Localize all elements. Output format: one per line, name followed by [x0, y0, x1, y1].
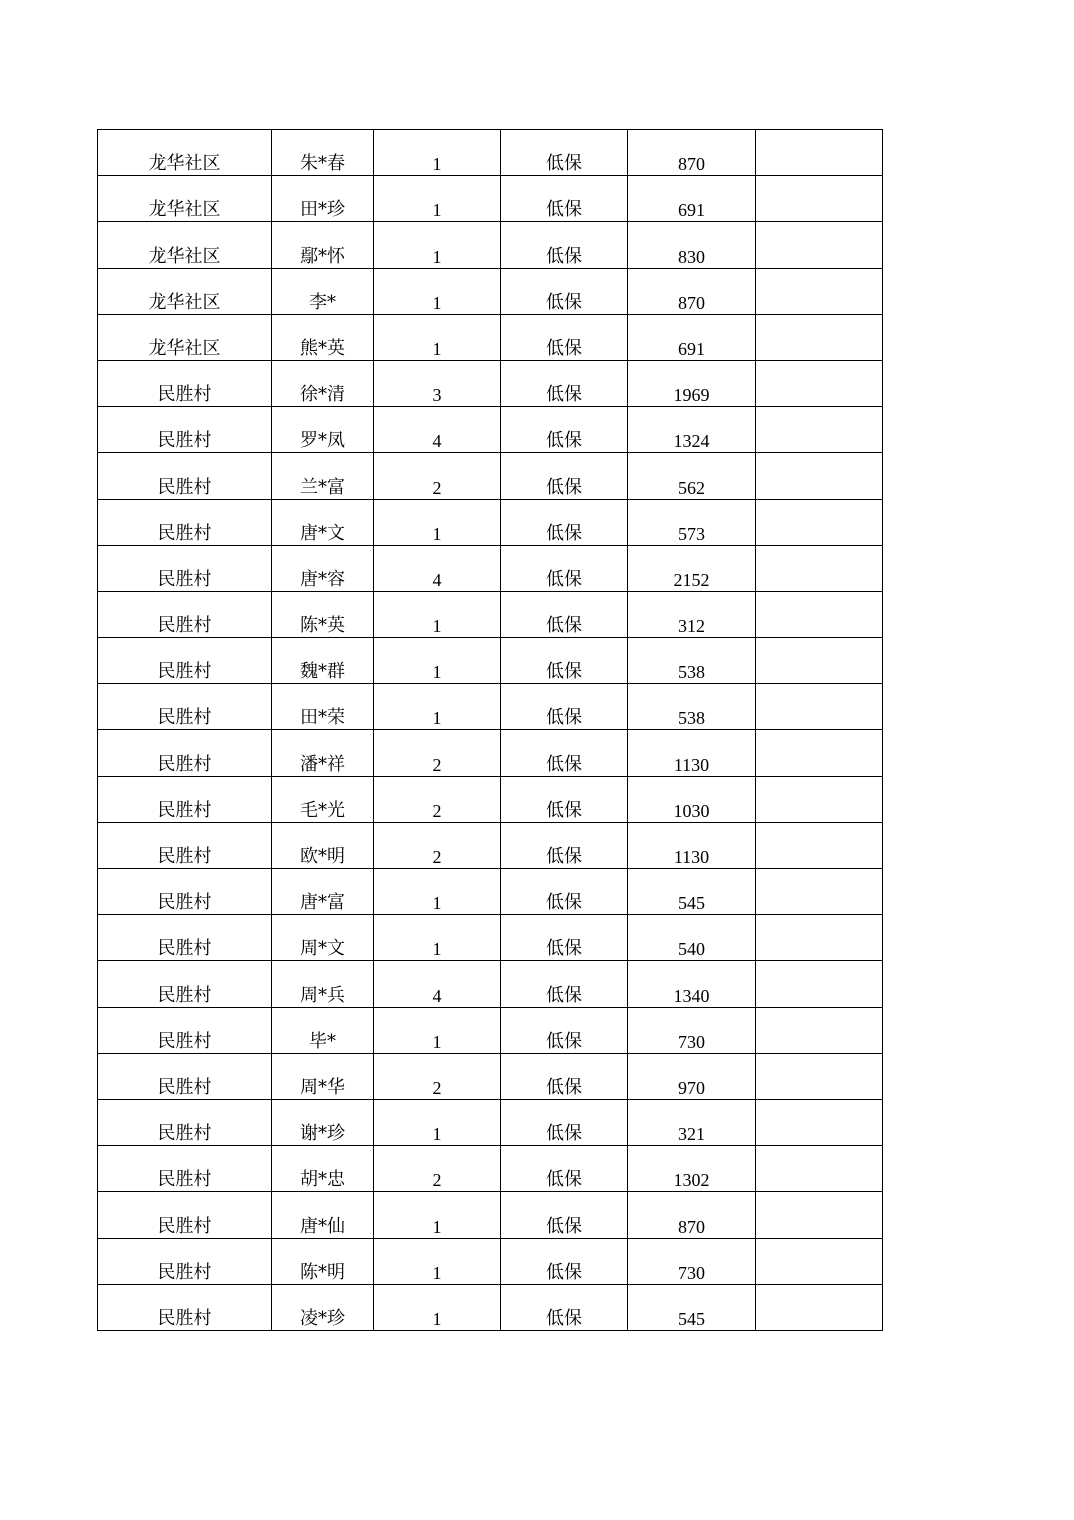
- cell-household-count: 1: [374, 869, 501, 915]
- cell-amount: 538: [628, 684, 756, 730]
- cell-amount: 562: [628, 453, 756, 499]
- cell-note: [756, 499, 883, 545]
- cell-area: 民胜村: [98, 1099, 272, 1145]
- table-row: [98, 222, 883, 268]
- cell-household-count: 1: [374, 1192, 501, 1238]
- assistance-table: [97, 129, 883, 1331]
- cell-amount: 730: [628, 1007, 756, 1053]
- cell-name: 朱*春: [272, 130, 374, 176]
- table-row: [98, 915, 883, 961]
- table-row: [98, 499, 883, 545]
- cell-household-count: 1: [374, 176, 501, 222]
- cell-amount: 1130: [628, 822, 756, 868]
- cell-amount: 1302: [628, 1146, 756, 1192]
- cell-amount: 730: [628, 1238, 756, 1284]
- cell-assistance-type: 低保: [501, 822, 628, 868]
- cell-household-count: 1: [374, 499, 501, 545]
- cell-name: 田*珍: [272, 176, 374, 222]
- cell-area: 民胜村: [98, 360, 272, 406]
- table-row: [98, 730, 883, 776]
- cell-household-count: 1: [374, 915, 501, 961]
- cell-amount: 540: [628, 915, 756, 961]
- cell-amount: 691: [628, 176, 756, 222]
- table-row: [98, 1284, 883, 1330]
- cell-name: 田*荣: [272, 684, 374, 730]
- cell-note: [756, 1053, 883, 1099]
- table-row: [98, 638, 883, 684]
- cell-household-count: 2: [374, 1053, 501, 1099]
- cell-area: 民胜村: [98, 453, 272, 499]
- table-body: [98, 130, 883, 1331]
- cell-household-count: 1: [374, 1099, 501, 1145]
- cell-area: 民胜村: [98, 1146, 272, 1192]
- cell-household-count: 3: [374, 360, 501, 406]
- cell-area: 民胜村: [98, 1284, 272, 1330]
- cell-area: 民胜村: [98, 1192, 272, 1238]
- cell-name: 魏*群: [272, 638, 374, 684]
- cell-name: 潘*祥: [272, 730, 374, 776]
- cell-household-count: 1: [374, 684, 501, 730]
- cell-amount: 538: [628, 638, 756, 684]
- cell-area: 龙华社区: [98, 314, 272, 360]
- cell-assistance-type: 低保: [501, 1146, 628, 1192]
- cell-name: 毕*: [272, 1007, 374, 1053]
- table-row: [98, 1053, 883, 1099]
- cell-amount: 1324: [628, 407, 756, 453]
- cell-name: 陈*英: [272, 591, 374, 637]
- cell-note: [756, 776, 883, 822]
- cell-assistance-type: 低保: [501, 222, 628, 268]
- cell-name: 唐*富: [272, 869, 374, 915]
- cell-assistance-type: 低保: [501, 1284, 628, 1330]
- cell-note: [756, 1007, 883, 1053]
- cell-household-count: 2: [374, 776, 501, 822]
- cell-amount: 970: [628, 1053, 756, 1099]
- table-row: [98, 822, 883, 868]
- table-row: [98, 1007, 883, 1053]
- cell-name: 唐*仙: [272, 1192, 374, 1238]
- cell-amount: 1030: [628, 776, 756, 822]
- cell-household-count: 4: [374, 407, 501, 453]
- cell-assistance-type: 低保: [501, 407, 628, 453]
- cell-amount: 870: [628, 268, 756, 314]
- cell-household-count: 4: [374, 545, 501, 591]
- cell-name: 谢*珍: [272, 1099, 374, 1145]
- table-row: [98, 591, 883, 637]
- cell-household-count: 2: [374, 822, 501, 868]
- cell-note: [756, 268, 883, 314]
- cell-name: 欧*明: [272, 822, 374, 868]
- cell-note: [756, 822, 883, 868]
- cell-note: [756, 1099, 883, 1145]
- cell-name: 毛*光: [272, 776, 374, 822]
- cell-note: [756, 360, 883, 406]
- cell-assistance-type: 低保: [501, 915, 628, 961]
- cell-assistance-type: 低保: [501, 130, 628, 176]
- cell-assistance-type: 低保: [501, 1238, 628, 1284]
- cell-note: [756, 314, 883, 360]
- cell-note: [756, 130, 883, 176]
- cell-area: 民胜村: [98, 545, 272, 591]
- cell-area: 民胜村: [98, 1053, 272, 1099]
- cell-area: 民胜村: [98, 730, 272, 776]
- cell-assistance-type: 低保: [501, 545, 628, 591]
- cell-area: 龙华社区: [98, 268, 272, 314]
- cell-area: 民胜村: [98, 915, 272, 961]
- cell-amount: 2152: [628, 545, 756, 591]
- cell-area: 龙华社区: [98, 130, 272, 176]
- cell-note: [756, 1284, 883, 1330]
- cell-assistance-type: 低保: [501, 360, 628, 406]
- cell-area: 民胜村: [98, 638, 272, 684]
- cell-amount: 691: [628, 314, 756, 360]
- cell-area: 民胜村: [98, 407, 272, 453]
- cell-area: 龙华社区: [98, 222, 272, 268]
- cell-amount: 545: [628, 1284, 756, 1330]
- cell-note: [756, 869, 883, 915]
- cell-area: 民胜村: [98, 1007, 272, 1053]
- cell-name: 周*文: [272, 915, 374, 961]
- cell-note: [756, 453, 883, 499]
- cell-note: [756, 638, 883, 684]
- cell-household-count: 1: [374, 222, 501, 268]
- table-row: [98, 407, 883, 453]
- table-row: [98, 1238, 883, 1284]
- cell-assistance-type: 低保: [501, 1007, 628, 1053]
- cell-household-count: 4: [374, 961, 501, 1007]
- cell-household-count: 1: [374, 268, 501, 314]
- cell-assistance-type: 低保: [501, 869, 628, 915]
- cell-household-count: 2: [374, 730, 501, 776]
- cell-household-count: 1: [374, 1238, 501, 1284]
- cell-household-count: 2: [374, 1146, 501, 1192]
- cell-assistance-type: 低保: [501, 453, 628, 499]
- cell-note: [756, 1192, 883, 1238]
- table-row: [98, 314, 883, 360]
- cell-name: 周*兵: [272, 961, 374, 1007]
- cell-name: 胡*忠: [272, 1146, 374, 1192]
- table-row: [98, 1192, 883, 1238]
- cell-amount: 545: [628, 869, 756, 915]
- table-row: [98, 1146, 883, 1192]
- cell-amount: 1340: [628, 961, 756, 1007]
- cell-note: [756, 915, 883, 961]
- cell-assistance-type: 低保: [501, 730, 628, 776]
- table-row: [98, 684, 883, 730]
- cell-note: [756, 684, 883, 730]
- table-row: [98, 453, 883, 499]
- cell-area: 民胜村: [98, 499, 272, 545]
- cell-assistance-type: 低保: [501, 961, 628, 1007]
- cell-amount: 1130: [628, 730, 756, 776]
- cell-assistance-type: 低保: [501, 638, 628, 684]
- cell-assistance-type: 低保: [501, 268, 628, 314]
- table-row: [98, 776, 883, 822]
- cell-area: 民胜村: [98, 684, 272, 730]
- cell-name: 熊*英: [272, 314, 374, 360]
- cell-household-count: 2: [374, 453, 501, 499]
- cell-name: 李*: [272, 268, 374, 314]
- cell-name: 凌*珍: [272, 1284, 374, 1330]
- cell-assistance-type: 低保: [501, 684, 628, 730]
- cell-assistance-type: 低保: [501, 591, 628, 637]
- cell-note: [756, 1238, 883, 1284]
- cell-household-count: 1: [374, 638, 501, 684]
- table-row: [98, 545, 883, 591]
- cell-household-count: 1: [374, 1284, 501, 1330]
- table-row: [98, 1099, 883, 1145]
- cell-name: 徐*清: [272, 360, 374, 406]
- table-row: [98, 130, 883, 176]
- cell-household-count: 1: [374, 130, 501, 176]
- cell-name: 唐*文: [272, 499, 374, 545]
- cell-assistance-type: 低保: [501, 1053, 628, 1099]
- cell-name: 唐*容: [272, 545, 374, 591]
- table-row: [98, 360, 883, 406]
- cell-assistance-type: 低保: [501, 1099, 628, 1145]
- cell-name: 陈*明: [272, 1238, 374, 1284]
- cell-name: 周*华: [272, 1053, 374, 1099]
- cell-household-count: 1: [374, 1007, 501, 1053]
- cell-amount: 573: [628, 499, 756, 545]
- cell-amount: 312: [628, 591, 756, 637]
- cell-area: 民胜村: [98, 591, 272, 637]
- cell-assistance-type: 低保: [501, 176, 628, 222]
- cell-note: [756, 222, 883, 268]
- cell-note: [756, 591, 883, 637]
- cell-area: 龙华社区: [98, 176, 272, 222]
- cell-name: 鄢*怀: [272, 222, 374, 268]
- cell-assistance-type: 低保: [501, 314, 628, 360]
- cell-note: [756, 1146, 883, 1192]
- cell-name: 兰*富: [272, 453, 374, 499]
- cell-area: 民胜村: [98, 776, 272, 822]
- cell-area: 民胜村: [98, 961, 272, 1007]
- cell-amount: 870: [628, 1192, 756, 1238]
- cell-amount: 830: [628, 222, 756, 268]
- cell-note: [756, 176, 883, 222]
- table-row: [98, 176, 883, 222]
- cell-assistance-type: 低保: [501, 776, 628, 822]
- cell-assistance-type: 低保: [501, 499, 628, 545]
- cell-amount: 321: [628, 1099, 756, 1145]
- table-row: [98, 268, 883, 314]
- table-row: [98, 961, 883, 1007]
- cell-note: [756, 545, 883, 591]
- cell-note: [756, 730, 883, 776]
- cell-household-count: 1: [374, 314, 501, 360]
- cell-household-count: 1: [374, 591, 501, 637]
- table-row: [98, 869, 883, 915]
- cell-note: [756, 961, 883, 1007]
- cell-amount: 870: [628, 130, 756, 176]
- cell-assistance-type: 低保: [501, 1192, 628, 1238]
- cell-amount: 1969: [628, 360, 756, 406]
- cell-area: 民胜村: [98, 869, 272, 915]
- cell-area: 民胜村: [98, 822, 272, 868]
- cell-name: 罗*凤: [272, 407, 374, 453]
- cell-area: 民胜村: [98, 1238, 272, 1284]
- cell-note: [756, 407, 883, 453]
